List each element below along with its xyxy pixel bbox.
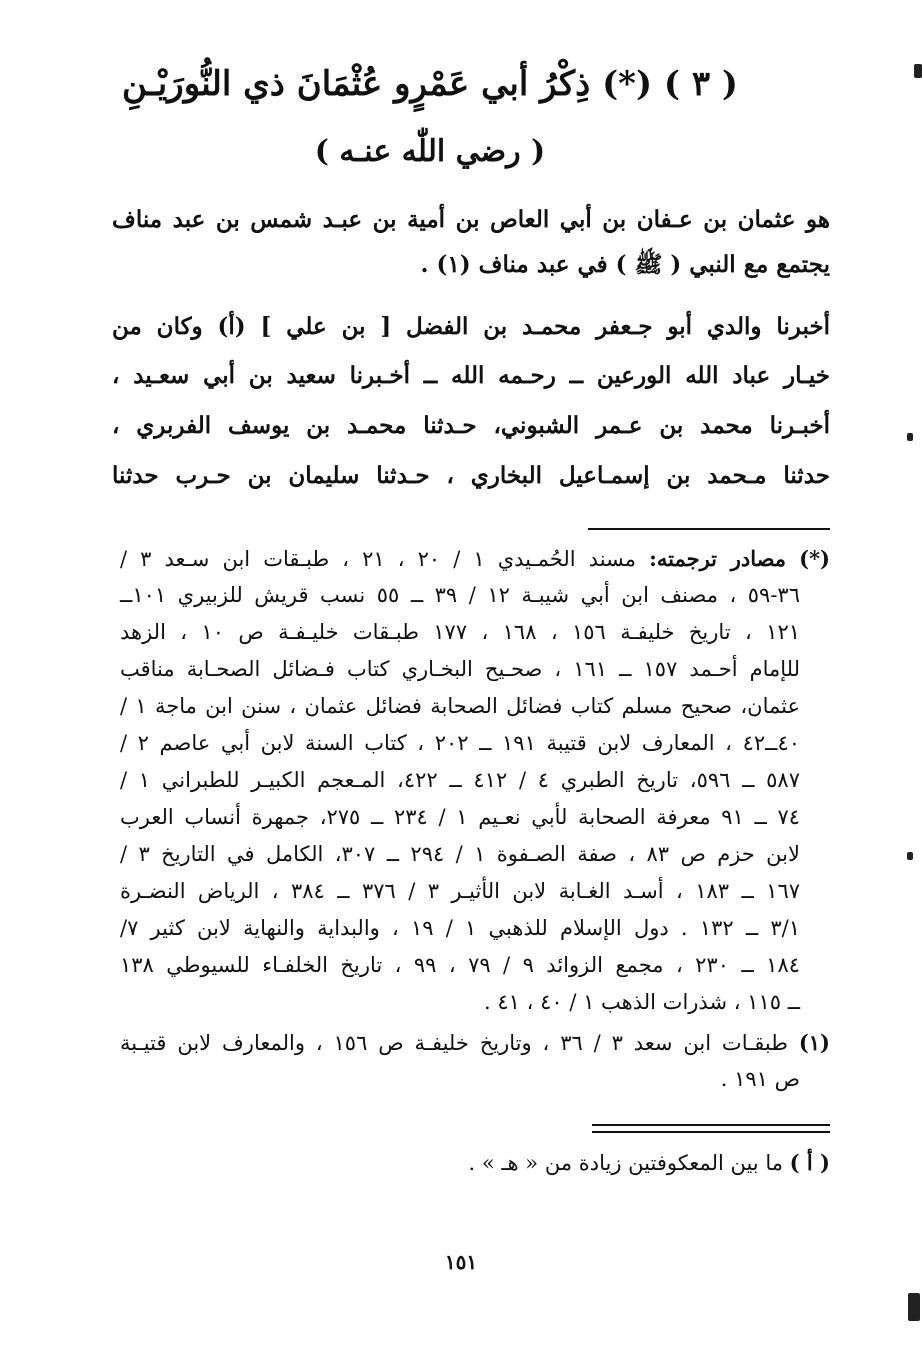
body-line: يجتمع مع النبي ( ﷺ ) في عبد مناف (١) . [420,251,830,278]
edge-mark [907,433,913,441]
footnote-marker: ( أ ) [789,1150,830,1175]
footnote-line: ١٨٤ ــ ٢٣٠ ، مجمع الزوائد ٩ / ٧٩ ، ٩٩ ، تاريخ الخلفـاء للسيوطي ١٣٨ [120,953,801,977]
edge-mark [908,1293,920,1321]
footnote-line: ص ١٩١ . [720,1067,800,1091]
edge-mark [907,852,913,860]
editor-note-separator [592,1131,830,1133]
page-number: ١٥١ [444,1250,478,1274]
chapter-heading: ( ٣ ) (*) ذِكْرُ أبي عَمْرٍو عُثْمَانَ ذي النُّورَيْـنِ [121,64,739,104]
footnote-line [120,1030,830,1055]
chapter-subheading: ( رضي اللّٰه عنـه ) [314,134,546,169]
footnote-line: ١٢١ ، تاريخ خليفـة ١٥٦ ، ١٦٨ ، ١٧٧ طبـقات خليـفـة ص ١٠ ، الزهد [120,620,801,644]
edge-mark [914,64,922,78]
footnote-line: ٣/١ ــ ١٣٢ . دول الإسلام للذهبي ١ / ١٩ ، والبداية والنهاية لابن كثير ٧/ [120,916,800,940]
footnote-line: ١٦٧ ــ ١٨٣ ، أسـد الغـابة لابن الأثيـر ٣ / ٣٧٦ ــ ٣٨٤ ، الرياض النضـرة [120,879,801,903]
footnote-marker: (١) [798,1030,830,1055]
body-line: خيـار عباد الله الورعين ــ رحـمه الله ــ أخـبرنا سعيد بن أبي سعـيد ، [112,362,830,389]
footnote-line [120,546,830,571]
body-line: أخبـرنا محمد بن عـمر الشبوني، حـدثنا محمـد بن يوسف الفربري ، [112,412,830,439]
body-line: هو عثمان بن عـفان بن أبي العاص بن أمية بن عبـد شمس بن عبد مناف [112,206,830,233]
body-line: أخبرنا والدي أبو جـعفر محمـد بن الفضل [ بن علي ] (أ) وكان من [112,313,830,340]
footnote-line [120,1150,830,1175]
editor-note-separator [592,1124,830,1126]
footnote-line: ٥٨٧ ــ ٥٩٦، تاريخ الطبري ٤ / ٤١٢ ــ ٤٢٢، المـعجم الكبيـر للطبراني ١ / [120,768,800,792]
footnote-text: مسند الحُمـيدي ١ / ٢٠ ، ٢١ ، طبـقات ابن سـعد ٣ / [120,547,637,571]
footnote-line: لابن حزم ص ٨٣ ، صفة الصـفوة ١ / ٢٩٤ ــ ٣٠٧، الكامل في التاريخ ٣ / [120,842,800,866]
footnote-line: ٣٦-٥٩ ، مصنف ابن أبي شيبـة ١٢ / ٣٩ ــ ٥٥ نسب قريش للزبيري ١٠١ــ [120,583,800,607]
footnote-marker: (*) [799,546,830,571]
footnote-line: للإمام أحـمد ١٥٧ ــ ١٦١ ، صحـيح البخـاري كتاب فـضائل الصحـابة مناقب [120,657,801,681]
body-line: حدثنا مـحمد بن إسمـاعيل البخاري ، حـدثنا سليمان بن حـرب حدثنا [112,462,830,489]
footnote-line: عثمان، صحيح مسلم كتاب فضائل الصحابة فضائل عثمان ، سنن ابن ماجة ١ / [120,694,800,718]
footnote-line: ٤٠ــ٤٢ ، المعارف لابن قتيبة ١٩١ ــ ٢٠٢ ، كتاب السنة لابن أبي عاصم ٢ / [120,731,800,755]
footnote-line: ــ ١١٥ ، شذرات الذهب ١ / ٤٠ ، ٤١ . [484,990,800,1014]
footnote-sources-label: مصادر ترجمته: [649,546,787,571]
footnote-line: ٧٤ ــ ٩١ معرفة الصحابة لأبي نعـيم ١ / ٢٣٤ ــ ٢٧٥، جمهرة أنساب العرب [120,805,801,829]
footnote-separator [588,528,830,530]
footnote-text: ما بين المعكوفتين زيادة من « هـ » . [468,1151,783,1175]
footnote-text: طبقـات ابن سعد ٣ / ٣٦ ، وتاريخ خليفـة ص ١٥٦ ، والمعارف لابن قتيـبة [120,1031,788,1055]
